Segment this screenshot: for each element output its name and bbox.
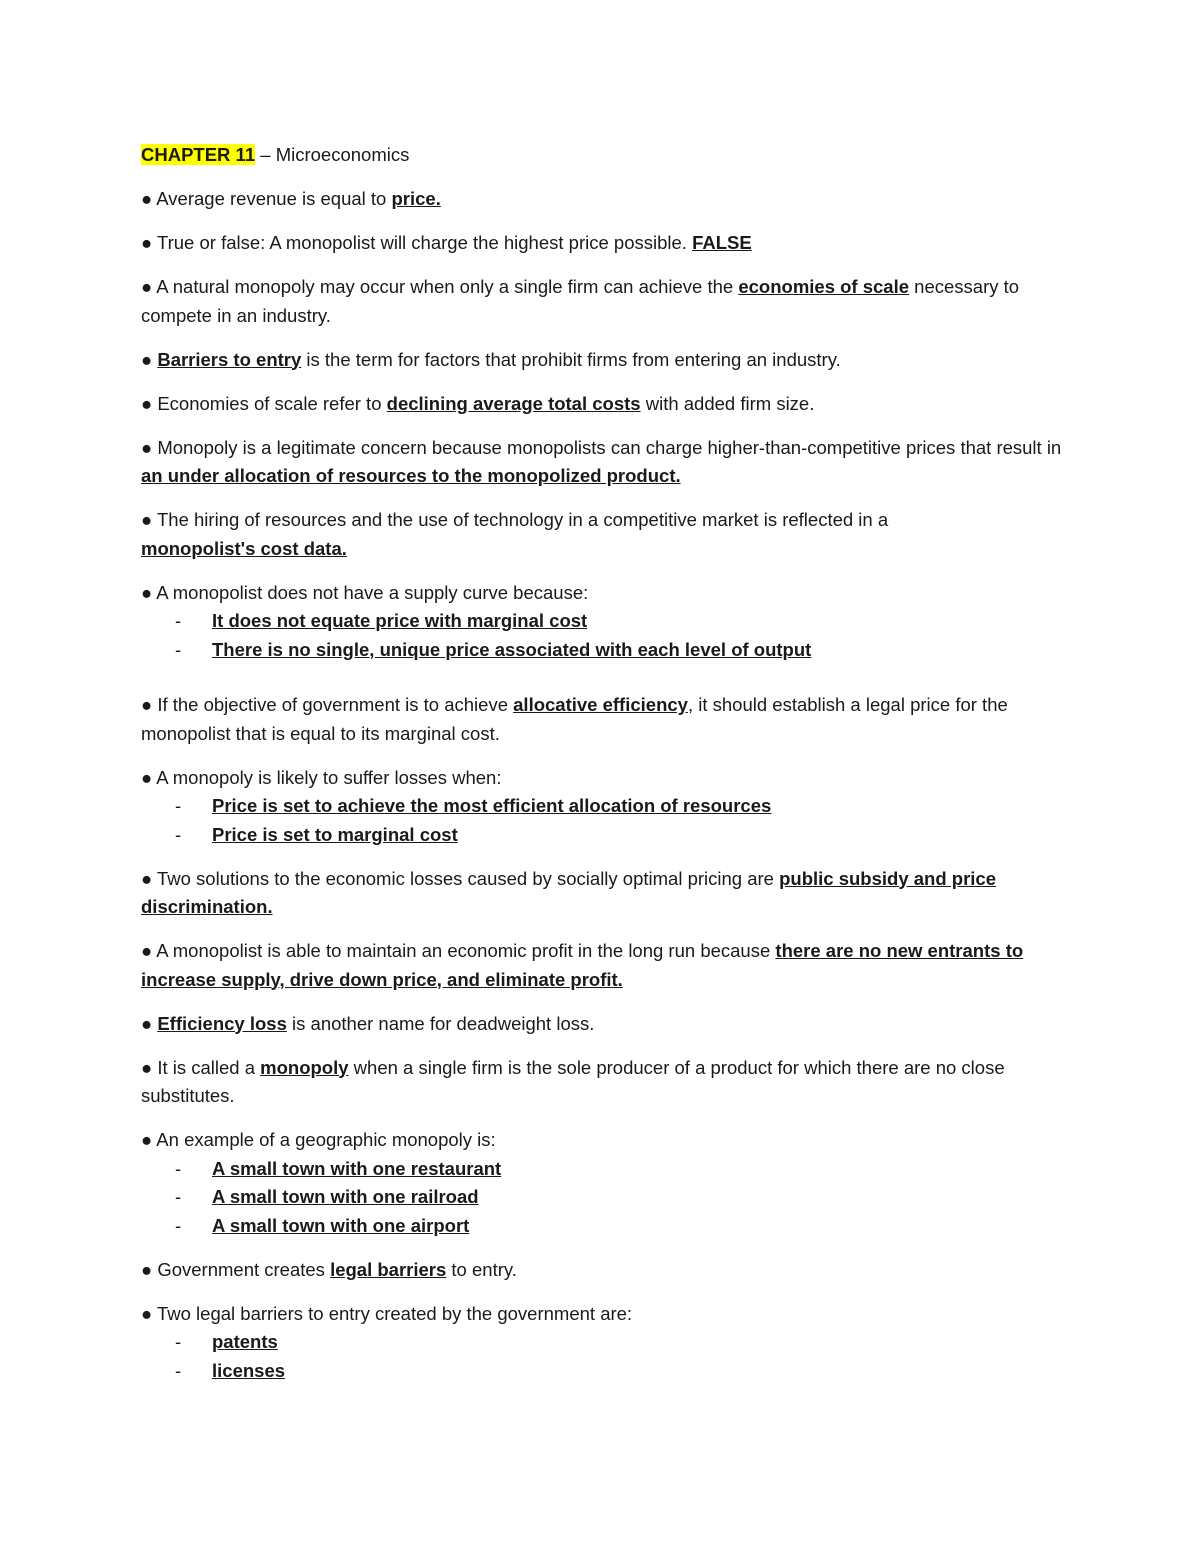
note-text-after: is the term for factors that prohibit firms from entering an industry. [301,348,841,370]
sub-list-item [141,1328,1071,1357]
note-text: Average revenue is equal to [152,188,392,209]
bullet-icon: ● [141,509,153,530]
bullet-icon: ● [141,940,153,961]
note-item [141,865,1071,922]
bullet-icon: ● [141,348,153,370]
sub-list [141,1155,1071,1241]
answer-text: allocative efficiency [513,694,688,715]
note-text: A monopolist is able to maintain an economic profit in the long run because [152,940,776,961]
note-text-after: when a single firm is the sole producer of a product for which there are no close substitutes. [141,1056,1005,1106]
dash-icon: - [175,610,182,631]
note-text-after: , it should establish a legal price for the monopolist that is equal to its marginal cost. [141,694,1008,744]
note-item [141,764,1071,793]
bullet-icon: ● [141,766,153,788]
note-text-after: with added firm size. [640,392,815,414]
answer-text: Efficiency loss [157,1012,287,1034]
note-item [141,1126,1071,1155]
answer-text: FALSE [692,232,752,253]
chapter-heading [141,141,1071,170]
answer-text: legal barriers [330,1258,447,1280]
note-item [141,346,1071,375]
note-text: An example of a geographic monopoly is: [152,1129,496,1150]
answer-text: A small town with one airport [212,1214,470,1236]
sub-list-item [141,1155,1071,1184]
answer-text: declining average total costs [386,392,641,414]
note-item [141,390,1071,419]
bullet-icon: ● [141,392,153,414]
answer-text: an under allocation of resources to the monopolized product. [141,465,681,486]
note-item [141,1054,1071,1111]
dash-icon: - [175,1331,182,1352]
bullet-icon: ● [141,1302,153,1324]
answer-text: patents [212,1331,278,1352]
sub-list [141,607,1071,664]
document-page [141,141,1071,1401]
answer-text: monopoly [260,1056,349,1078]
note-text: A natural monopoly may occur when only a single firm can achieve the [152,276,739,297]
note-item [141,273,1071,330]
note-text-after: necessary to compete in an industry. [141,276,1020,326]
note-item [141,1300,1071,1329]
note-text: A monopoly is likely to suffer losses when: [152,766,502,788]
sub-list-item [141,1183,1071,1212]
dash-icon: - [175,795,182,816]
sub-list-item [141,1212,1071,1241]
note-item [141,434,1071,491]
note-item [141,579,1071,608]
dash-icon: - [175,638,182,660]
answer-text: economies of scale [738,276,910,297]
dash-icon: - [175,1359,182,1381]
dash-icon: - [175,1214,182,1236]
note-text: If the objective of government is to achieve [152,694,514,715]
note-text-after: is another name for deadweight loss. [286,1012,595,1034]
bullet-icon: ● [141,188,153,209]
note-item [141,1010,1071,1039]
note-text-after: to entry. [446,1258,517,1280]
bullet-icon: ● [141,1012,153,1034]
sub-list-item [141,821,1071,850]
sub-list-item [141,607,1071,636]
sub-list [141,1328,1071,1385]
sub-list-item [141,792,1071,821]
bullet-icon: ● [141,581,153,603]
answer-text: A small town with one railroad [212,1186,479,1207]
chapter-subject: – Microeconomics [255,144,410,165]
note-text: True or false: A monopolist will charge the highest price possible. [152,232,693,253]
answer-text: Price is set to marginal cost [212,823,458,845]
dash-icon: - [175,1186,182,1207]
note-text: Monopoly is a legitimate concern because monopolists can charge higher-than-competitive prices that result in [152,436,1062,458]
note-text: Economies of scale refer to [152,392,387,414]
bullet-icon: ● [141,276,153,297]
note-item [141,937,1071,994]
note-text: It is called a [152,1056,261,1078]
note-item [141,691,1071,748]
sub-list [141,792,1071,849]
bullet-icon: ● [141,1258,153,1280]
answer-text: A small town with one restaurant [212,1157,502,1179]
bullet-icon: ● [141,1129,153,1150]
answer-text: public subsidy and price discrimination. [141,867,997,917]
dash-icon: - [175,1157,182,1179]
note-text: Two legal barriers to entry created by the government are: [152,1302,633,1324]
bullet-icon: ● [141,232,153,253]
bullet-icon: ● [141,1056,153,1078]
chapter-label: CHAPTER 11 [141,144,256,165]
answer-text: There is no single, unique price associated with each level of output [212,638,812,660]
bullet-icon: ● [141,867,153,889]
sub-list-item [141,636,1071,665]
note-text: Two solutions to the economic losses caused by socially optimal pricing are [152,867,780,889]
answer-text: monopolist's cost data. [141,537,347,559]
bullet-icon: ● [141,436,153,458]
answer-text: there are no new entrants to increase supply, drive down price, and eliminate profit. [141,940,1024,990]
dash-icon: - [175,823,182,845]
answer-text: licenses [212,1359,286,1381]
note-text: Government creates [152,1258,331,1280]
answer-text: price. [391,188,441,209]
answer-text: It does not equate price with marginal cost [212,610,588,631]
note-text: The hiring of resources and the use of technology in a competitive market is reflected in a [152,509,889,530]
note-text: A monopolist does not have a supply curve because: [152,581,589,603]
answer-text: Barriers to entry [157,348,302,370]
note-item [141,1256,1071,1285]
note-item [141,185,1071,214]
note-item [141,229,1071,258]
note-item [141,506,1071,563]
answer-text: Price is set to achieve the most efficient allocation of resources [212,795,772,816]
bullet-icon: ● [141,694,153,715]
sub-list-item [141,1357,1071,1386]
